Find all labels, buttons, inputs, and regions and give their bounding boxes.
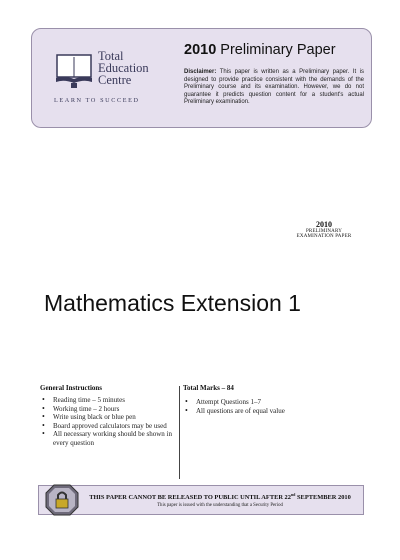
instructions-section: [40, 384, 370, 479]
logo-tagline: LEARN TO SUCCEED: [54, 97, 140, 104]
footer-banner: [38, 485, 364, 515]
open-book-icon: [54, 53, 94, 89]
list-item: • Attempt Questions 1–7: [183, 398, 363, 407]
general-instructions-title: General Instructions: [40, 384, 103, 392]
exam-label-line: PRELIMINARY: [305, 229, 343, 234]
paper-type: Preliminary Paper: [220, 42, 336, 58]
footer-release-notice: [79, 492, 361, 501]
logo-name: [98, 50, 188, 86]
list-item: • All questions are of equal value: [183, 407, 363, 416]
paper-year: 2010: [184, 42, 217, 58]
general-instructions: [40, 384, 180, 448]
logo-name-line: Education: [98, 61, 149, 75]
footer-text-prefix: THIS PAPER CANNOT BE RELEASED TO PUBLIC UNTIL AFTER 22: [89, 494, 291, 502]
list-item: • Write using black or blue pen: [40, 413, 180, 422]
disclaimer-label: Disclaimer:: [184, 69, 217, 75]
page-title: Mathematics Extension 1: [44, 290, 301, 316]
list-item: • Reading time – 5 minutes: [40, 396, 180, 405]
total-marks-list: [183, 398, 363, 415]
exam-label: [284, 220, 364, 239]
total-marks: [183, 384, 363, 415]
padlock-icon: [45, 483, 79, 517]
paper-title: [184, 42, 364, 58]
footer-text-sup: nd: [290, 492, 296, 497]
logo-name-line: Centre: [98, 73, 132, 87]
header-panel: [31, 28, 372, 128]
list-item: • All necessary working should be shown in every question: [40, 430, 180, 447]
exam-label-line: EXAMINATION PAPER: [296, 234, 352, 239]
list-item: • Board approved calculators may be used: [40, 422, 180, 431]
footer-security-note: This paper is issued with the understanding that a Security Period: [157, 503, 283, 508]
exam-label-year: 2010: [316, 220, 332, 229]
disclaimer: [184, 69, 364, 107]
general-instructions-list: [40, 396, 180, 448]
column-divider: [179, 386, 180, 479]
list-item: • Working time – 2 hours: [40, 405, 180, 414]
disclaimer-text: This paper is written as a Preliminary paper. It is designed to provide practice consistent with the demands of the Preliminary course and its examination. However, we do not guarantee it predicts question content for a student's actual Preliminary examination.: [184, 69, 365, 106]
footer-text-suffix: SEPTEMBER 2010: [295, 494, 351, 502]
logo-name-line: Total: [98, 49, 124, 63]
total-marks-title: Total Marks – 84: [183, 384, 234, 392]
logo: [54, 49, 184, 119]
